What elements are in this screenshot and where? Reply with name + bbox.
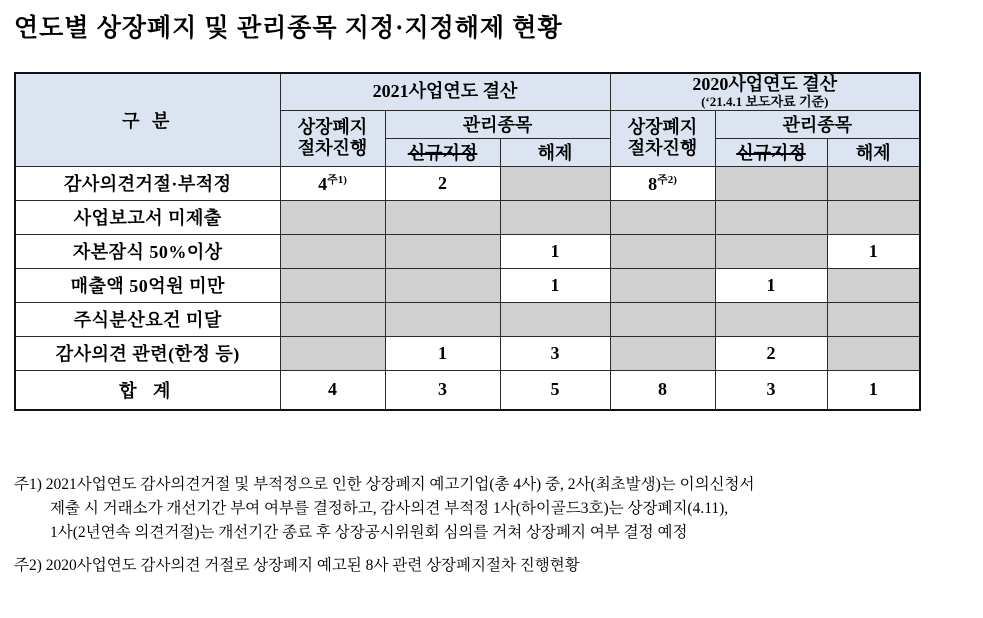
- header-delisting-2020-line2: 절차진행: [627, 138, 698, 159]
- header-release-2020: 해제: [827, 138, 920, 166]
- header-watch-2020: 관리종목: [715, 110, 920, 138]
- footnote-1-line-1: [14, 473, 969, 497]
- header-delisting-2020-line1: 상장폐지: [627, 117, 698, 138]
- cell-value-shaded: [715, 166, 827, 200]
- header-group-2020: [610, 73, 920, 110]
- cell-value: 1: [385, 336, 500, 370]
- page-title: 연도별 상장폐지 및 관리종목 지정·지정해제 현황: [14, 15, 563, 42]
- header-delisting-2021-line1: 상장폐지: [297, 117, 368, 138]
- cell-value-shaded: [610, 200, 715, 234]
- table-row: [15, 166, 920, 200]
- cell-value: 3: [500, 336, 610, 370]
- table-row: [15, 302, 920, 336]
- cell-value-shaded: [827, 336, 920, 370]
- row-label: 감사의견 관련(한정 등): [15, 336, 280, 370]
- table-row: [15, 234, 920, 268]
- cell-value: [280, 166, 385, 200]
- table-total-row: [15, 370, 920, 410]
- cell-value-shaded: [385, 268, 500, 302]
- header-designate-2021-label: 신규지정: [407, 143, 478, 164]
- header-release-2021: 해제: [500, 138, 610, 166]
- cell-value-shaded: [385, 234, 500, 268]
- header-designate-2021: [385, 138, 500, 166]
- header-designate-2020-label: 신규지정: [736, 143, 806, 164]
- cell-value-shaded: [610, 268, 715, 302]
- total-label: 합 계: [15, 370, 280, 410]
- cell-value-shaded: [827, 302, 920, 336]
- footnote-1: [14, 473, 969, 545]
- row-label: 매출액 50억원 미만: [15, 268, 280, 302]
- cell-value-shaded: [610, 234, 715, 268]
- table-row: [15, 268, 920, 302]
- total-value: 1: [827, 370, 920, 410]
- footnote-2-marker: 주2): [14, 557, 42, 575]
- footnote-1-text-1: 2021사업연도 감사의견거절 및 부적정으로 인한 상장폐지 예고기업(총 4사) 중, 2사(최초발생)는 이의신청서: [45, 476, 755, 493]
- total-value: 5: [500, 370, 610, 410]
- row-label: 사업보고서 미제출: [15, 200, 280, 234]
- cell-value-shaded: [280, 268, 385, 302]
- footnotes: [14, 473, 969, 587]
- cell-value: 2: [715, 336, 827, 370]
- cell-number: 8: [648, 174, 658, 195]
- cell-footnote-marker: 주1): [327, 174, 347, 187]
- header-group-2021-label: 2021사업연도 결산: [372, 81, 518, 102]
- cell-value-shaded: [280, 234, 385, 268]
- row-label: 자본잠식 50%이상: [15, 234, 280, 268]
- header-group-2020-label: 2020사업연도 결산: [692, 74, 838, 94]
- row-label: 감사의견거절·부적정: [15, 166, 280, 200]
- cell-number: 4: [318, 174, 328, 195]
- header-group-2020-sub: (‘21.4.1 보도자료 기준): [701, 93, 829, 109]
- cell-value-shaded: [827, 200, 920, 234]
- cell-value-shaded: [827, 268, 920, 302]
- cell-value: 2: [385, 166, 500, 200]
- cell-value-shaded: [385, 200, 500, 234]
- cell-value-shaded: [500, 200, 610, 234]
- total-value: 3: [385, 370, 500, 410]
- table-header-row-1: [15, 73, 920, 110]
- cell-value-shaded: [280, 302, 385, 336]
- cell-value: 1: [715, 268, 827, 302]
- footnote-2-line-1: [14, 554, 969, 578]
- total-value: 3: [715, 370, 827, 410]
- header-delisting-2021: [280, 110, 385, 166]
- cell-value: [610, 166, 715, 200]
- header-gubun: 구 분: [15, 73, 280, 166]
- row-label: 주식분산요건 미달: [15, 302, 280, 336]
- total-value: 8: [610, 370, 715, 410]
- footnote-2-text-1: 2020사업연도 감사의견 거절로 상장폐지 예고된 8사 관련 상장폐지절차 진행현황: [45, 557, 580, 575]
- cell-value-shaded: [715, 302, 827, 336]
- cell-footnote-marker: 주2): [657, 174, 677, 187]
- total-value: 4: [280, 370, 385, 410]
- cell-value: 1: [827, 234, 920, 268]
- cell-value-shaded: [610, 336, 715, 370]
- cell-value: 1: [500, 268, 610, 302]
- table-row: [15, 336, 920, 370]
- table-row: [15, 200, 920, 234]
- cell-value-shaded: [827, 166, 920, 200]
- header-delisting-2020: [610, 110, 715, 166]
- footnote-1-line-2: 제출 시 거래소가 개선기간 부여 여부를 결정하고, 감사의견 부적정 1사(하이골드3호)는 상장폐지(4.11),: [50, 500, 729, 518]
- header-watch-2021: 관리종목: [385, 110, 610, 138]
- cell-value-shaded: [500, 166, 610, 200]
- cell-value-shaded: [500, 302, 610, 336]
- footnote-2: [14, 554, 969, 578]
- footnote-1-marker: 주1): [14, 476, 42, 493]
- header-designate-2020: [715, 138, 827, 166]
- footnote-1-line-3: 1사(2년연속 의견거절)는 개선기간 종료 후 상장공시위원회 심의를 거쳐 상장폐지 여부 결정 예정: [50, 524, 688, 542]
- header-delisting-2021-line2: 절차진행: [297, 138, 368, 159]
- cell-value-shaded: [715, 234, 827, 268]
- cell-value-shaded: [610, 302, 715, 336]
- delisting-status-table: [14, 72, 921, 411]
- cell-value-shaded: [715, 200, 827, 234]
- cell-value-shaded: [280, 336, 385, 370]
- cell-value-shaded: [385, 302, 500, 336]
- cell-value: 1: [500, 234, 610, 268]
- cell-value-shaded: [280, 200, 385, 234]
- header-group-2021: [280, 73, 610, 110]
